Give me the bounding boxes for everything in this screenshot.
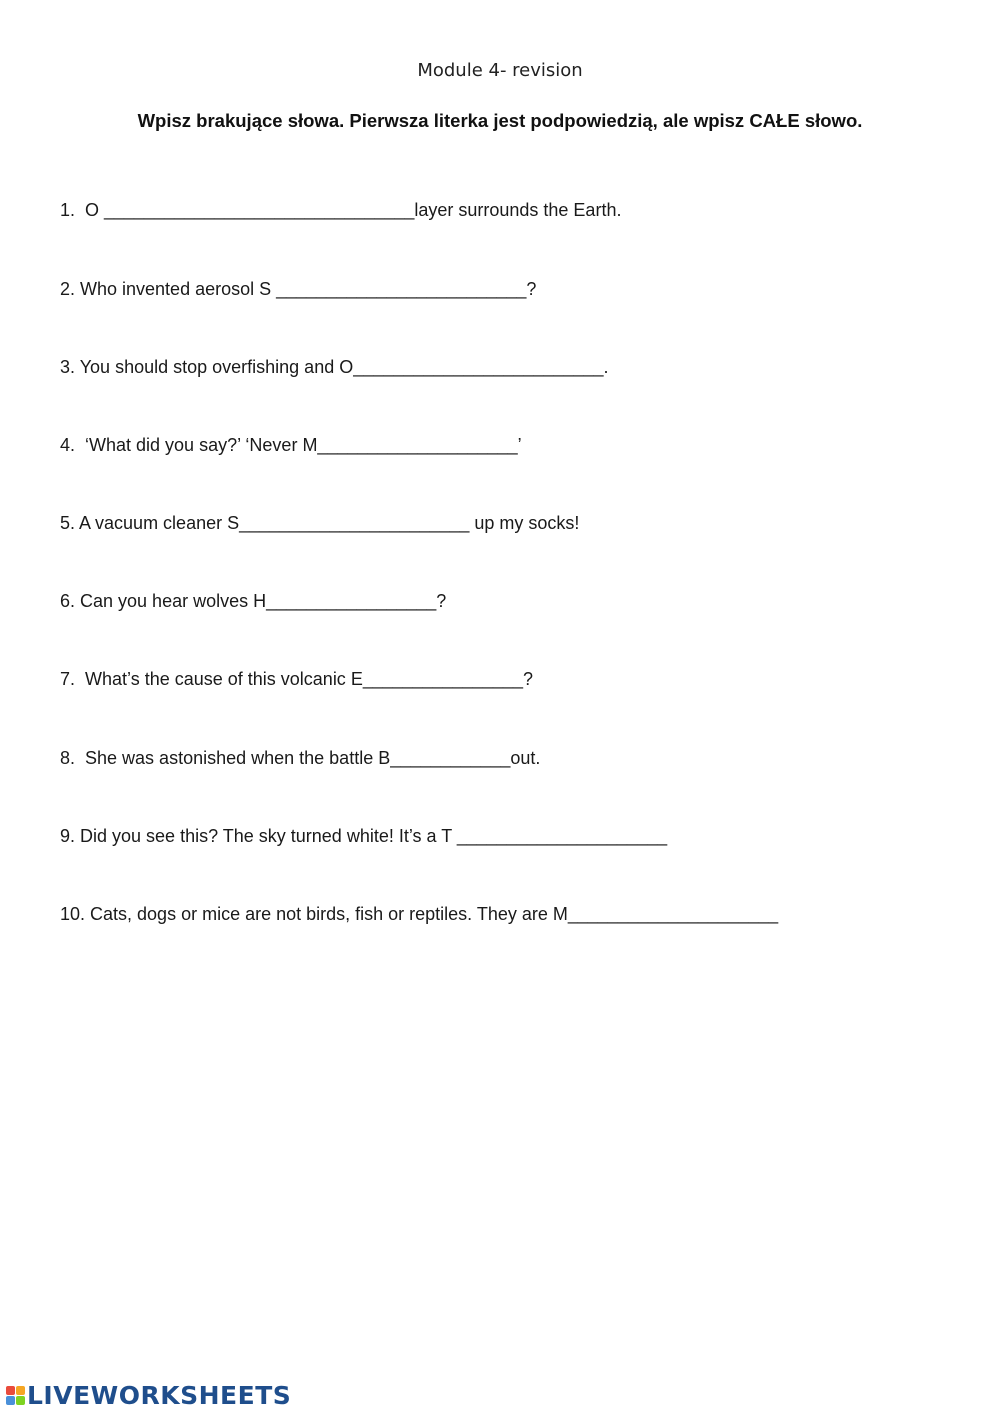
page-title: Module 4- revision [417, 60, 583, 81]
question-10: 10. Cats, dogs or mice are not birds, fish or reptiles. They are M_____________________ [60, 904, 779, 924]
question-5: 5. A vacuum cleaner S_______________________ up my socks! [60, 513, 580, 533]
logo-text: LIVEWORKSHEETS [27, 1380, 292, 1410]
question-8: 8. She was astonished when the battle B____________out. [60, 748, 541, 768]
question-3: 3. You should stop overfishing and O_________________________. [60, 357, 609, 377]
logo-cube [6, 1396, 15, 1405]
logo-cube [16, 1396, 25, 1405]
liveworksheets-logo[interactable] [6, 1380, 291, 1410]
logo-cube [6, 1386, 15, 1395]
question-9: 9. Did you see this? The sky turned white! It’s a T _____________________ [60, 826, 668, 846]
question-1: 1. O _______________________________layer surrounds the Earth. [60, 200, 622, 220]
question-4: 4. ‘What did you say?’ ‘Never M____________________’ [60, 435, 522, 455]
logo-cubes-icon [6, 1386, 25, 1405]
question-7: 7. What’s the cause of this volcanic E________________? [60, 669, 534, 689]
question-6: 6. Can you hear wolves H_________________? [60, 591, 447, 611]
question-2: 2. Who invented aerosol S _________________________? [60, 279, 537, 299]
logo-cube [16, 1386, 25, 1395]
instruction-text: Wpisz brakujące słowa. Pierwsza literka jest podpowiedzią, ale wpisz CAŁE słowo. [137, 110, 863, 131]
